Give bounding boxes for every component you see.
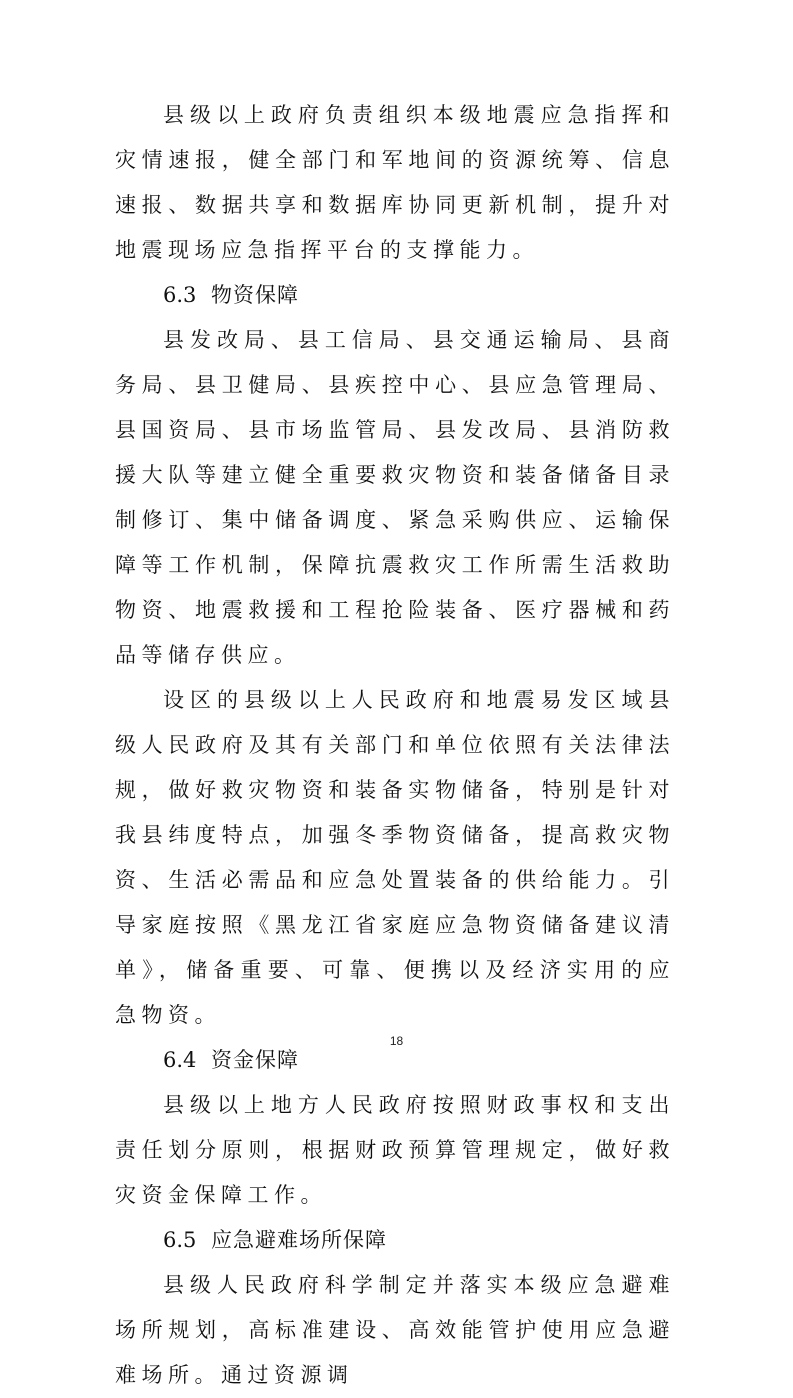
paragraph-material-reserve: 设区的县级以上人民政府和地震易发区域县级人民政府及其有关部门和单位依照有关法律法规，做好救灾物资和装备实物储备，特别是针对我县纬度特点，加强冬季物资储备，提高救灾物资、生活必需品和应急处置装备的供给能力。引导家庭按照《黑龙江省家庭应急物资储备建议清单》，储备重要、可靠、便携以及经济实用的应急物资。 [115, 688, 675, 1027]
section-title: 应急避难场所保障 [211, 1228, 387, 1252]
section-title: 物资保障 [211, 283, 299, 307]
section-title: 资金保障 [211, 1048, 299, 1072]
section-number: 6.5 [163, 1228, 197, 1252]
paragraph-material-departments: 县发改局、县工信局、县交通运输局、县商务局、县卫健局、县疾控中心、县应急管理局、县国资局、县市场监管局、县发改局、县消防救援大队等建立健全重要救灾物资和装备储备目录制修订、集中储备调度、紧急采购供应、运输保障等工作机制，保障抗震救灾工作所需生活救助物资、地震救援和工程抢险装备、医疗器械和药品等储存供应。 [115, 328, 675, 667]
paragraph-funding: 县级以上地方人民政府按照财政事权和支出责任划分原则，根据财政预算管理规定，做好救灾资金保障工作。 [115, 1093, 675, 1207]
page-number: 18 [389, 1034, 404, 1048]
section-heading-6-3 [115, 273, 675, 318]
section-number: 6.3 [163, 283, 197, 307]
document-body [115, 93, 675, 1398]
section-number: 6.4 [163, 1048, 197, 1072]
paragraph-command-reporting: 县级以上政府负责组织本级地震应急指挥和灾情速报，健全部门和军地间的资源统筹、信息速报、数据共享和数据库协同更新机制，提升对地震现场应急指挥平台的支撑能力。 [115, 103, 675, 262]
paragraph-shelter: 县级人民政府科学制定并落实本级应急避难场所规划，高标准建设、高效能管护使用应急避难场所。通过资源调 [115, 1273, 675, 1387]
section-heading-6-5 [115, 1218, 675, 1263]
